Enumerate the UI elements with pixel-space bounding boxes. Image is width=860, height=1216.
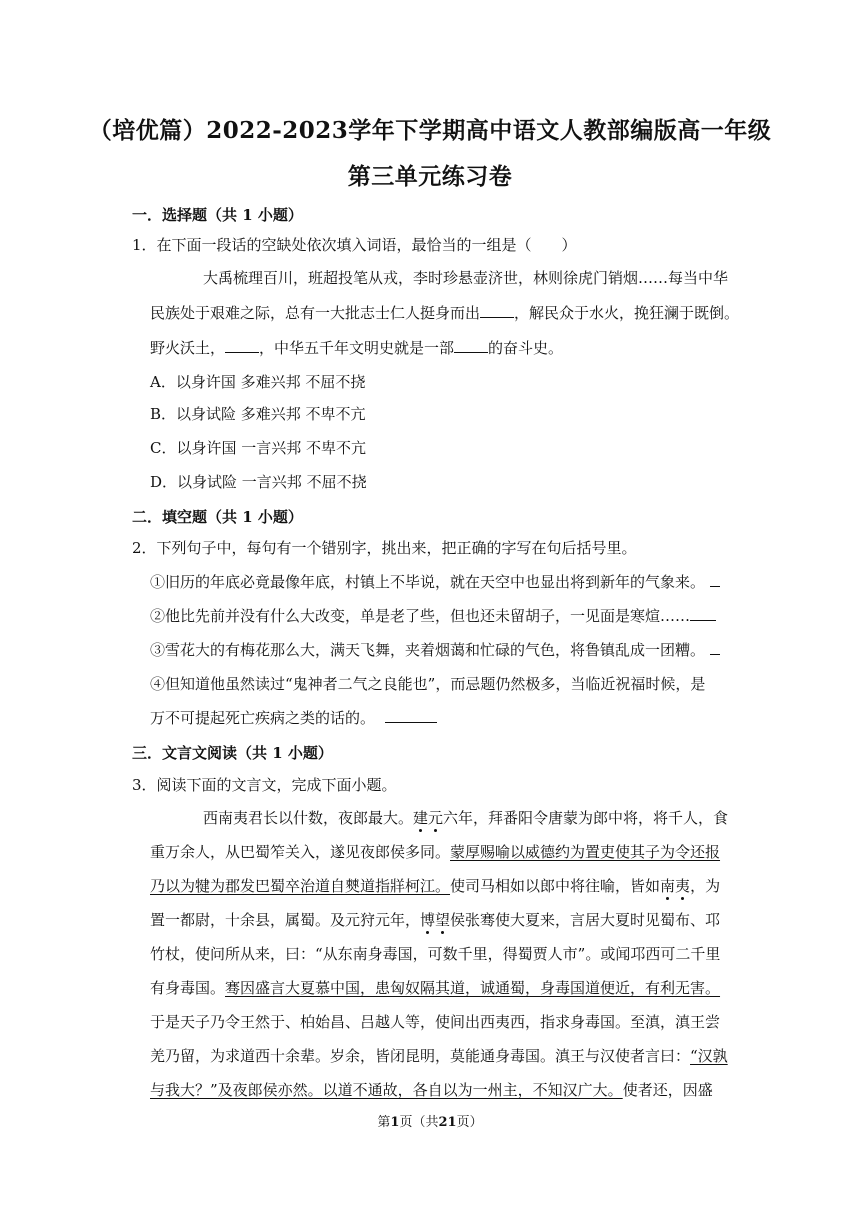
classical-text-line: 乃以为犍为郡发巴蜀卒治道自僰道指牂柯江。使司马相如以郎中将往喻，皆如南夷，为 — [150, 877, 721, 895]
answer-blank — [225, 338, 259, 353]
question-3 — [132, 775, 397, 795]
passage-line: 野火沃土， ，中华五千年文明史就是一部 的奋斗史。 — [150, 339, 564, 357]
fill-item: ①旧历的年底必竟最像年底，村镇上不毕说，就在天空中也显出将到新年的气象来。 — [150, 572, 720, 592]
question-2 — [132, 538, 637, 558]
emphasis-dot-char: 建 — [413, 809, 429, 827]
underlined-sentence: “汉孰 — [690, 1047, 728, 1065]
classical-text-line: 竹杖，使问所从来，曰：“从东南身毒国，可数千里，得蜀贾人市”。或闻邛西可二千里 — [150, 945, 721, 963]
answer-blank — [454, 338, 488, 353]
emphasis-dot-char: 元 — [428, 809, 444, 827]
answer-blank — [385, 708, 437, 723]
fill-item: ③雪花大的有梅花那么大，满天飞舞，夹着烟蔼和忙碌的气色，将鲁镇乱成一团糟。 — [150, 640, 720, 660]
underlined-sentence: 以道不通故，各自以为一州主，不知汉广大。 — [322, 1081, 623, 1099]
underlined-sentence: 与我大？”及夜郎侯亦然。 — [150, 1081, 323, 1099]
option-d: D．以身试险 一言兴邦 不屈不挠 — [150, 473, 367, 491]
passage-line: 民族处于艰难之际，总有一大批志士仁人挺身而出 ，解民众于水火，挽狂澜于既倒。 — [150, 304, 740, 322]
section-heading-fill: 二．填空题（共 1 小题） — [132, 508, 303, 526]
classical-text-line: 西南夷君长以什数，夜郎最大。建元六年，拜番阳令唐蒙为郎中将，将千人，食 — [203, 809, 729, 827]
document-subtitle: 第三单元练习卷 — [347, 163, 513, 190]
option-a: A．以身许国 多难兴邦 不屈不挠 — [150, 373, 366, 391]
question-number: 3． — [132, 776, 157, 794]
question-text: 在下面一段话的空缺处依次填入词语，最恰当的一组是（ ） — [156, 236, 577, 254]
option-b: B．以身试险 多难兴邦 不卑不亢 — [150, 405, 366, 423]
emphasis-dot-char: 博 — [420, 911, 436, 929]
question-number: 1． — [132, 236, 157, 254]
passage-line: 大禹梳理百川，班超投笔从戎，李时珍悬壶济世，林则徐虎门销烟……每当中华 — [203, 269, 729, 287]
document-title: （培优篇）2022-2023学年下学期高中语文人教部编版高一年级 — [88, 117, 772, 144]
question-text: 阅读下面的文言文，完成下面小题。 — [156, 776, 397, 794]
section-heading-classical: 三．文言文阅读（共 1 小题） — [132, 744, 333, 762]
fill-item: ②他比先前并没有什么大改变，单是老了些，但也还未留胡子，一见面是寒煊…… — [150, 606, 716, 626]
page-footer: 第1页（共21页） — [377, 1115, 483, 1130]
classical-text-line: 于是天子乃令王然于、柏始昌、吕越人等，使间出西夷西，指求身毒国。至滇，滇王尝 — [150, 1013, 721, 1031]
classical-text-line: 与我大？”及夜郎侯亦然。以道不通故，各自以为一州主，不知汉广大。使者还，因盛 — [150, 1081, 713, 1099]
emphasis-dot-char: 南 — [660, 877, 676, 895]
question-1 — [132, 235, 577, 255]
emphasis-dot-char: 夷 — [675, 877, 691, 895]
fill-item: ④但知道他虽然读过“鬼神者二气之良能也”，而忌题仍然极多，当临近祝福时候，是 — [150, 675, 706, 693]
answer-blank — [690, 606, 716, 621]
answer-blank — [710, 572, 720, 587]
section-heading-choice: 一．选择题（共 1 小题） — [132, 206, 303, 224]
classical-text-line: 重万余人，从巴蜀笮关入，遂见夜郎侯多同。蒙厚赐喻以威德约为置吏使其子为令还报 — [150, 843, 721, 861]
underlined-sentence: 乃以为犍为郡发巴蜀卒治道自僰道指牂柯江。 — [150, 877, 451, 895]
page-total: 21 — [438, 1115, 457, 1130]
answer-blank — [710, 640, 720, 655]
classical-text-line: 羌乃留，为求道西十余辈。岁余，皆闭昆明，莫能通身毒国。滇王与汉使者言曰：“汉孰 — [150, 1047, 728, 1065]
question-number: 2． — [132, 539, 157, 557]
fill-item-continued: 万不可提起死亡疾病之类的话的。 — [150, 708, 437, 728]
option-c: C．以身许国 一言兴邦 不卑不亢 — [150, 439, 367, 457]
underlined-sentence: 骞因盛言大夏慕中国，患匈奴隔其道，诚通蜀，身毒国道便近，有利无害。 — [225, 979, 721, 997]
underlined-sentence: 蒙厚赐喻以威德约为置吏使其子为令还报 — [450, 843, 721, 861]
answer-blank — [480, 303, 514, 318]
classical-text-line: 有身毒国。骞因盛言大夏慕中国，患匈奴隔其道，诚通蜀，身毒国道便近，有利无害。 — [150, 979, 721, 997]
question-text: 下列句子中，每句有一个错别字，挑出来，把正确的字写在句后括号里。 — [156, 539, 637, 557]
page-number: 1 — [390, 1115, 400, 1130]
classical-text-line: 置一都尉，十余县，属蜀。及元狩元年，博望侯张骞使大夏来，言居大夏时见蜀布、邛 — [150, 911, 721, 929]
emphasis-dot-char: 望 — [435, 911, 451, 929]
